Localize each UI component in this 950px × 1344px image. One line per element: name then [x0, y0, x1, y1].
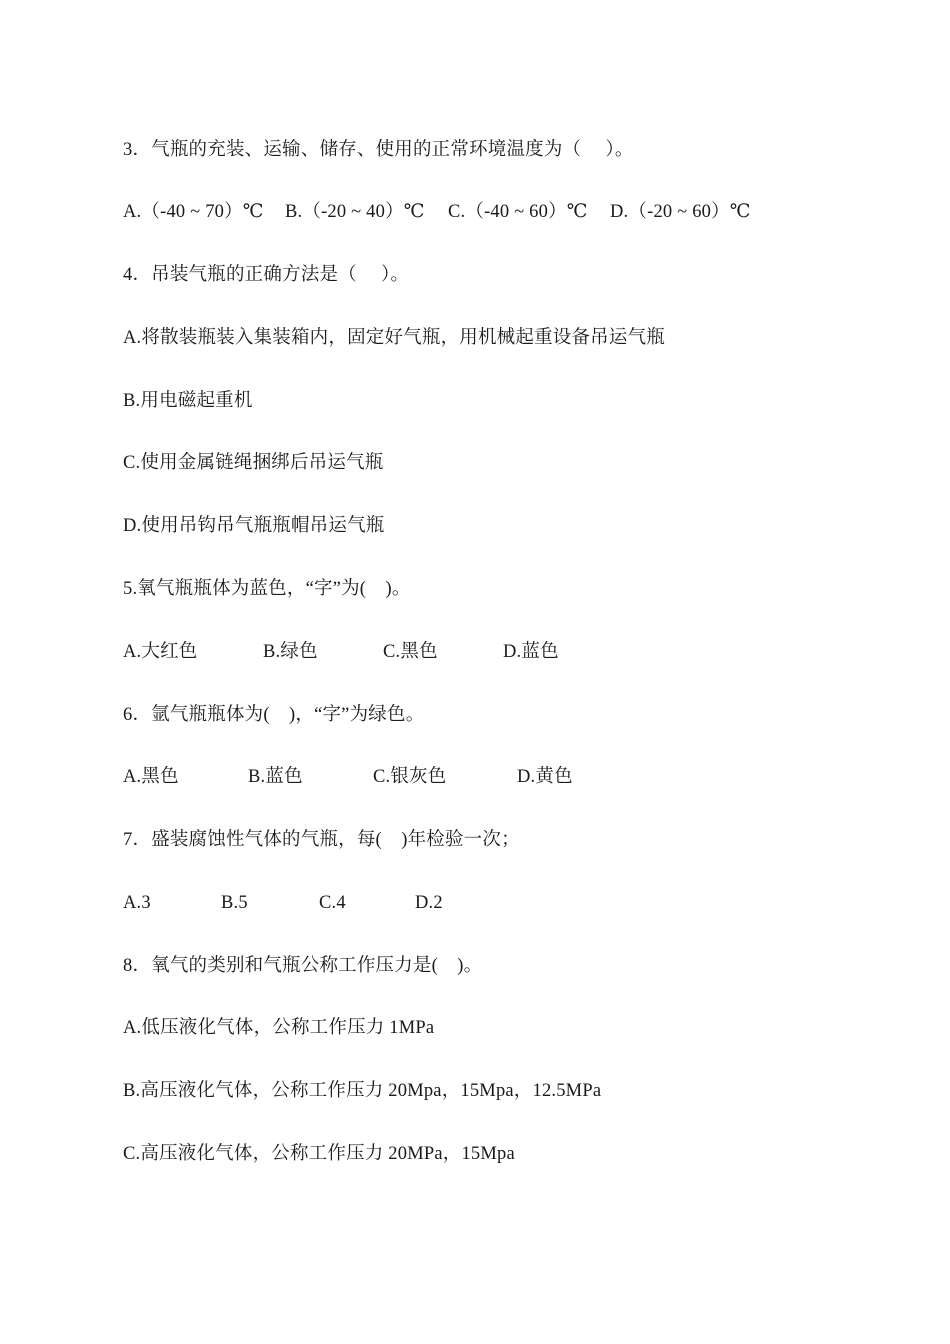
option-d: D.蓝色: [503, 642, 559, 662]
option-a: A.大红色: [123, 642, 198, 662]
option-b: B.（-20 ~ 40）℃: [285, 202, 425, 222]
option-c: C.银灰色: [373, 767, 447, 787]
option-b: B.绿色: [263, 642, 318, 662]
option-c: C.黑色: [383, 642, 438, 662]
question-7-options: [123, 889, 443, 917]
option-a: A.黑色: [123, 767, 179, 787]
question-8-option-c: C.高压液化气体，公称工作压力 20MPa，15Mpa: [123, 1144, 515, 1164]
option-b: B.蓝色: [248, 767, 303, 787]
option-d: D.2: [415, 893, 443, 913]
question-4-option-b: B.用电磁起重机: [123, 391, 253, 411]
option-b: B.5: [221, 893, 248, 913]
option-a: A.（-40 ~ 70）℃: [123, 202, 264, 222]
question-8-option-b: B.高压液化气体，公称工作压力 20Mpa，15Mpa，12.5MPa: [123, 1081, 602, 1101]
option-c: C.4: [319, 893, 346, 913]
question-4-option-c: C.使用金属链绳捆绑后吊运气瓶: [123, 453, 384, 473]
option-d: D.（-20 ~ 60）℃: [610, 202, 751, 222]
question-6-text: 6．氩气瓶瓶体为( )，“字”为绿色。: [123, 705, 425, 725]
question-6-options: [123, 763, 573, 791]
question-8-option-a: A.低压液化气体，公称工作压力 1MPa: [123, 1018, 435, 1038]
question-3-text: 3．气瓶的充装、运输、储存、使用的正常环境温度为（ ）。: [123, 140, 634, 160]
question-4-option-d: D.使用吊钩吊气瓶瓶帽吊运气瓶: [123, 516, 385, 536]
question-7-text: 7．盛装腐蚀性气体的气瓶，每( )年检验一次；: [123, 830, 520, 850]
question-5-options: [123, 638, 559, 666]
option-d: D.黄色: [517, 767, 573, 787]
option-c: C.（-40 ~ 60）℃: [448, 202, 588, 222]
question-5-text: 5.氧气瓶瓶体为蓝色，“字”为( )。: [123, 579, 411, 599]
question-3-options: [123, 198, 751, 226]
question-4-text: 4．吊装气瓶的正确方法是（ ）。: [123, 265, 410, 285]
question-8-text: 8．氧气的类别和气瓶公称工作压力是( )。: [123, 956, 483, 976]
question-4-option-a: A.将散装瓶装入集装箱内，固定好气瓶，用机械起重设备吊运气瓶: [123, 328, 665, 348]
option-a: A.3: [123, 893, 151, 913]
